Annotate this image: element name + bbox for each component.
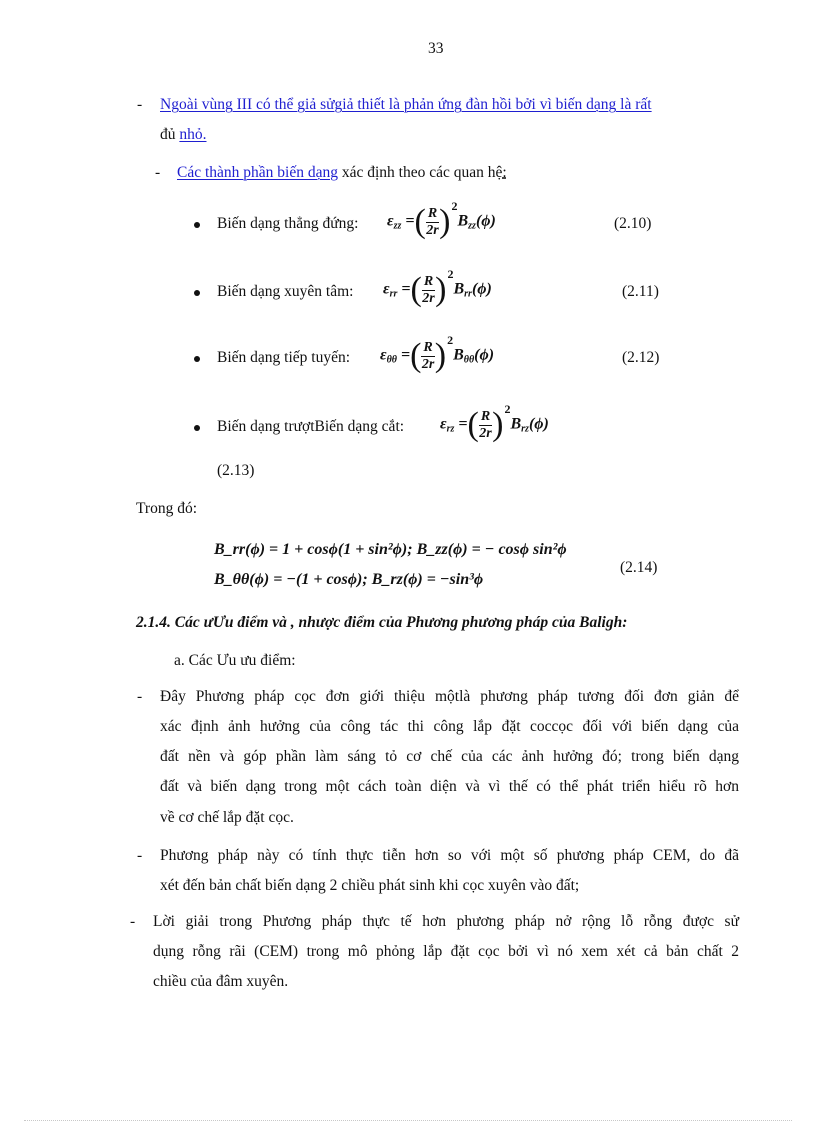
eq-item-label: Biến dạng thẳng đứng: [217,215,359,232]
equation-number: (2.12) [622,349,660,366]
bullet1-line2 [160,126,207,144]
bullet1-link-nho[interactable]: nhỏ. [179,126,207,143]
equation-2-11: $\varepsilon_{rr}$ =( $\frac{R}{2r}$ )$^2B_{rr}(\phi)$ [383,266,492,308]
para2-line: Phương pháp này có tính thực tiễn hơn so với một số phương pháp CEM, do đã [160,847,739,864]
para1-line: đất và biến dạng trong một cách toàn diện và vì thế có thể phát triển hiểu rõ hơn [160,778,739,795]
para3-line: dụng rỗng rãi (CEM) trong mô phỏng lắp đặt cọc bởi vì nó xem xét cả bản chất 2 [153,943,739,960]
bullet-dot [194,356,200,362]
equation-2-13: $\varepsilon_{rz}$ =( $\frac{R}{2r}$ )$^2B_{rz}(\phi)$ [440,401,549,443]
bullet2-line [177,164,507,182]
dash-marker: - [130,913,136,930]
para1-line: về cơ chế lắp đặt cọc. [160,809,294,826]
equation-2-12: $\varepsilon_{\theta\theta}$ =( $\frac{R}{2r}$ )$^2B_{\theta\theta}(\phi)$ [380,332,495,374]
bullet2-rest: xác định theo các quan hệ [337,164,503,181]
para1-line: xác định ảnh hưởng của công tác thi công lắp đặt coccọc đối với biến dạng của [160,718,739,735]
bullet1-line1-link[interactable]: Ngoài vùng III có thể giả sửgiả thiết là phản ứng đàn hồi bởi vì biến dạng là rất [160,96,652,113]
para2-line: xét đến bản chất biến dạng 2 chiều phát sinh khi cọc xuyên vào đất; [160,877,580,894]
para1-line: Đây Phương pháp cọc đơn giới thiệu mộtlà phương pháp tương đối đơn giản để [160,688,739,705]
para3-line: Lời giải trong Phương pháp thực tế hơn phương pháp nở rộng lỗ rỗng được sử [153,913,739,930]
equation-2-10: $\varepsilon_{zz}$ =( $\frac{R}{2r}$ )$^2B_{zz}(\phi)$ [387,198,496,240]
bullet2-link[interactable]: Các thành phần biến dạng [177,164,338,181]
equation-number: (2.14) [620,559,658,576]
dash-marker: - [155,164,161,181]
section-heading: 2.1.4. Các ưƯu điểm và , nhược điểm của Phương phương pháp của Baligh: [136,614,628,631]
dash-marker: - [137,847,143,864]
page-bottom-divider [24,1120,792,1121]
eq-item-label: Biến dạng xuyên tâm: [217,283,354,300]
equation-number: (2.11) [622,283,659,300]
eq-item-label: Biến dạng tiếp tuyến: [217,349,351,366]
bullet2-colon: : [502,164,507,181]
bullet-dot [194,425,200,431]
equation-number: (2.13) [217,462,255,479]
para3-line: chiều của đâm xuyên. [153,973,289,990]
equation-2-14-line2: B_θθ(ϕ) = −(1 + cosϕ); B_rz(ϕ) = −sin³ϕ [214,571,484,588]
equation-2-14-line1: B_rr(ϕ) = 1 + cosϕ(1 + sin²ϕ); B_zz(ϕ) = − cosϕ sin²ϕ [214,541,567,558]
eq-item-label: Biến dạng trượtBiến dạng cắt: [217,418,405,435]
equation-number: (2.10) [614,215,652,232]
para1-line: đất nền và góp phần làm sáng tỏ cơ chế của các ảnh hưởng đó; trong biến dạng [160,748,739,765]
dash-marker: - [137,96,143,113]
subheading-advantages: a. Các Ưu ưu điểm: [174,652,296,669]
page-number: 33 [428,40,444,57]
bullet1-line2-prefix: đủ [160,126,180,143]
bullet-dot [194,222,200,228]
bullet-dot [194,290,200,296]
trong-do-label: Trong đó: [136,500,198,517]
dash-marker: - [137,688,143,705]
